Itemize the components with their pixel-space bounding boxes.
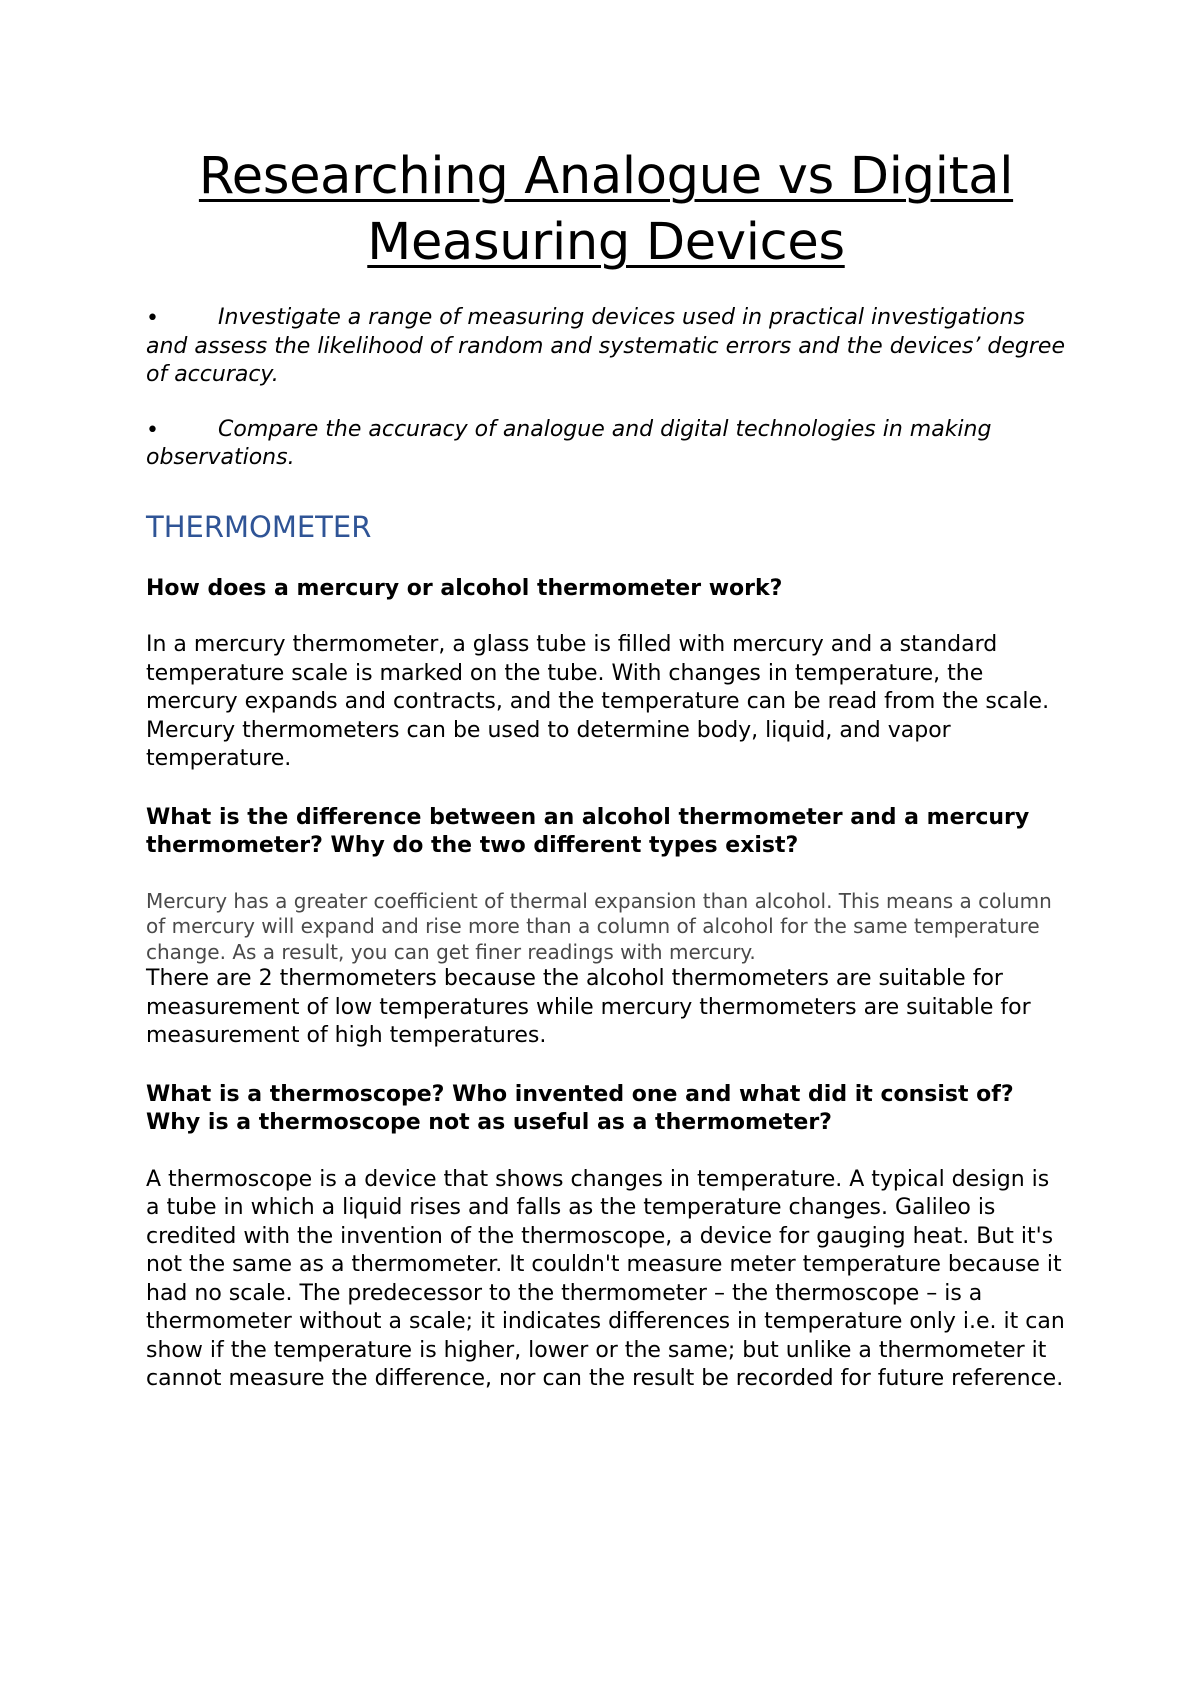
question-1: How does a mercury or alcohol thermometer work? [146,575,783,601]
objective-item [146,416,1066,473]
question-3: What is a thermoscope? Who invented one and what did it consist of? Why is a thermoscope not as useful as a thermometer? [146,1081,1014,1135]
objective-item [146,304,1066,390]
answer-3: A thermoscope is a device that shows changes in temperature. A typical design is a tube in which a liquid rises and falls as the temperature changes. Galileo is credited with the invention of the thermoscope, a device for gauging heat. But it's not the same as a thermometer. It couldn't measure meter temperature because it had no scale. The predecessor to the thermometer – the thermoscope – is a thermometer without a scale; it indicates differences in temperature only i.e. it can show if the temperature is higher, lower or the same; but unlike a thermometer it cannot measure the difference, nor can the result be recorded for future reference. [146,1166,1065,1391]
answer-1: In a mercury thermometer, a glass tube is filled with mercury and a standard temperature scale is marked on the tube. With changes in temperature, the mercury expands and contracts, and the temperature can be read from the scale. Mercury thermometers can be used to determine body, liquid, and vapor temperature. [146,632,1050,771]
section-heading-thermometer: THERMOMETER [146,509,372,544]
answer-2: There are 2 thermometers because the alcohol thermometers are suitable for measurement of low temperatures while mercury thermometers are suitable for measurement of high temperatures. [146,966,1031,1048]
objective-text: Investigate a range of measuring devices used in practical investigations and assess the likelihood of random and systematic errors and the devices’ degree of accuracy. [146,305,1065,387]
answer-2-quote: Mercury has a greater coefficient of thermal expansion than alcohol. This means a column of mercury will expand and rise more than a column of alcohol for the same temperature change. As a result, you can get finer readings with mercury. [146,888,1052,964]
objective-text: Compare the accuracy of analogue and digital technologies in making observations. [146,416,992,470]
document-title: Researching Analogue vs Digital Measuring Devices [198,147,1014,272]
question-2: What is the difference between an alcohol thermometer and a mercury thermometer? Why do the two different types exist? [146,804,1030,858]
bullet-icon: • [146,417,159,443]
bullet-icon: • [146,306,159,331]
objectives-list [146,304,1066,473]
